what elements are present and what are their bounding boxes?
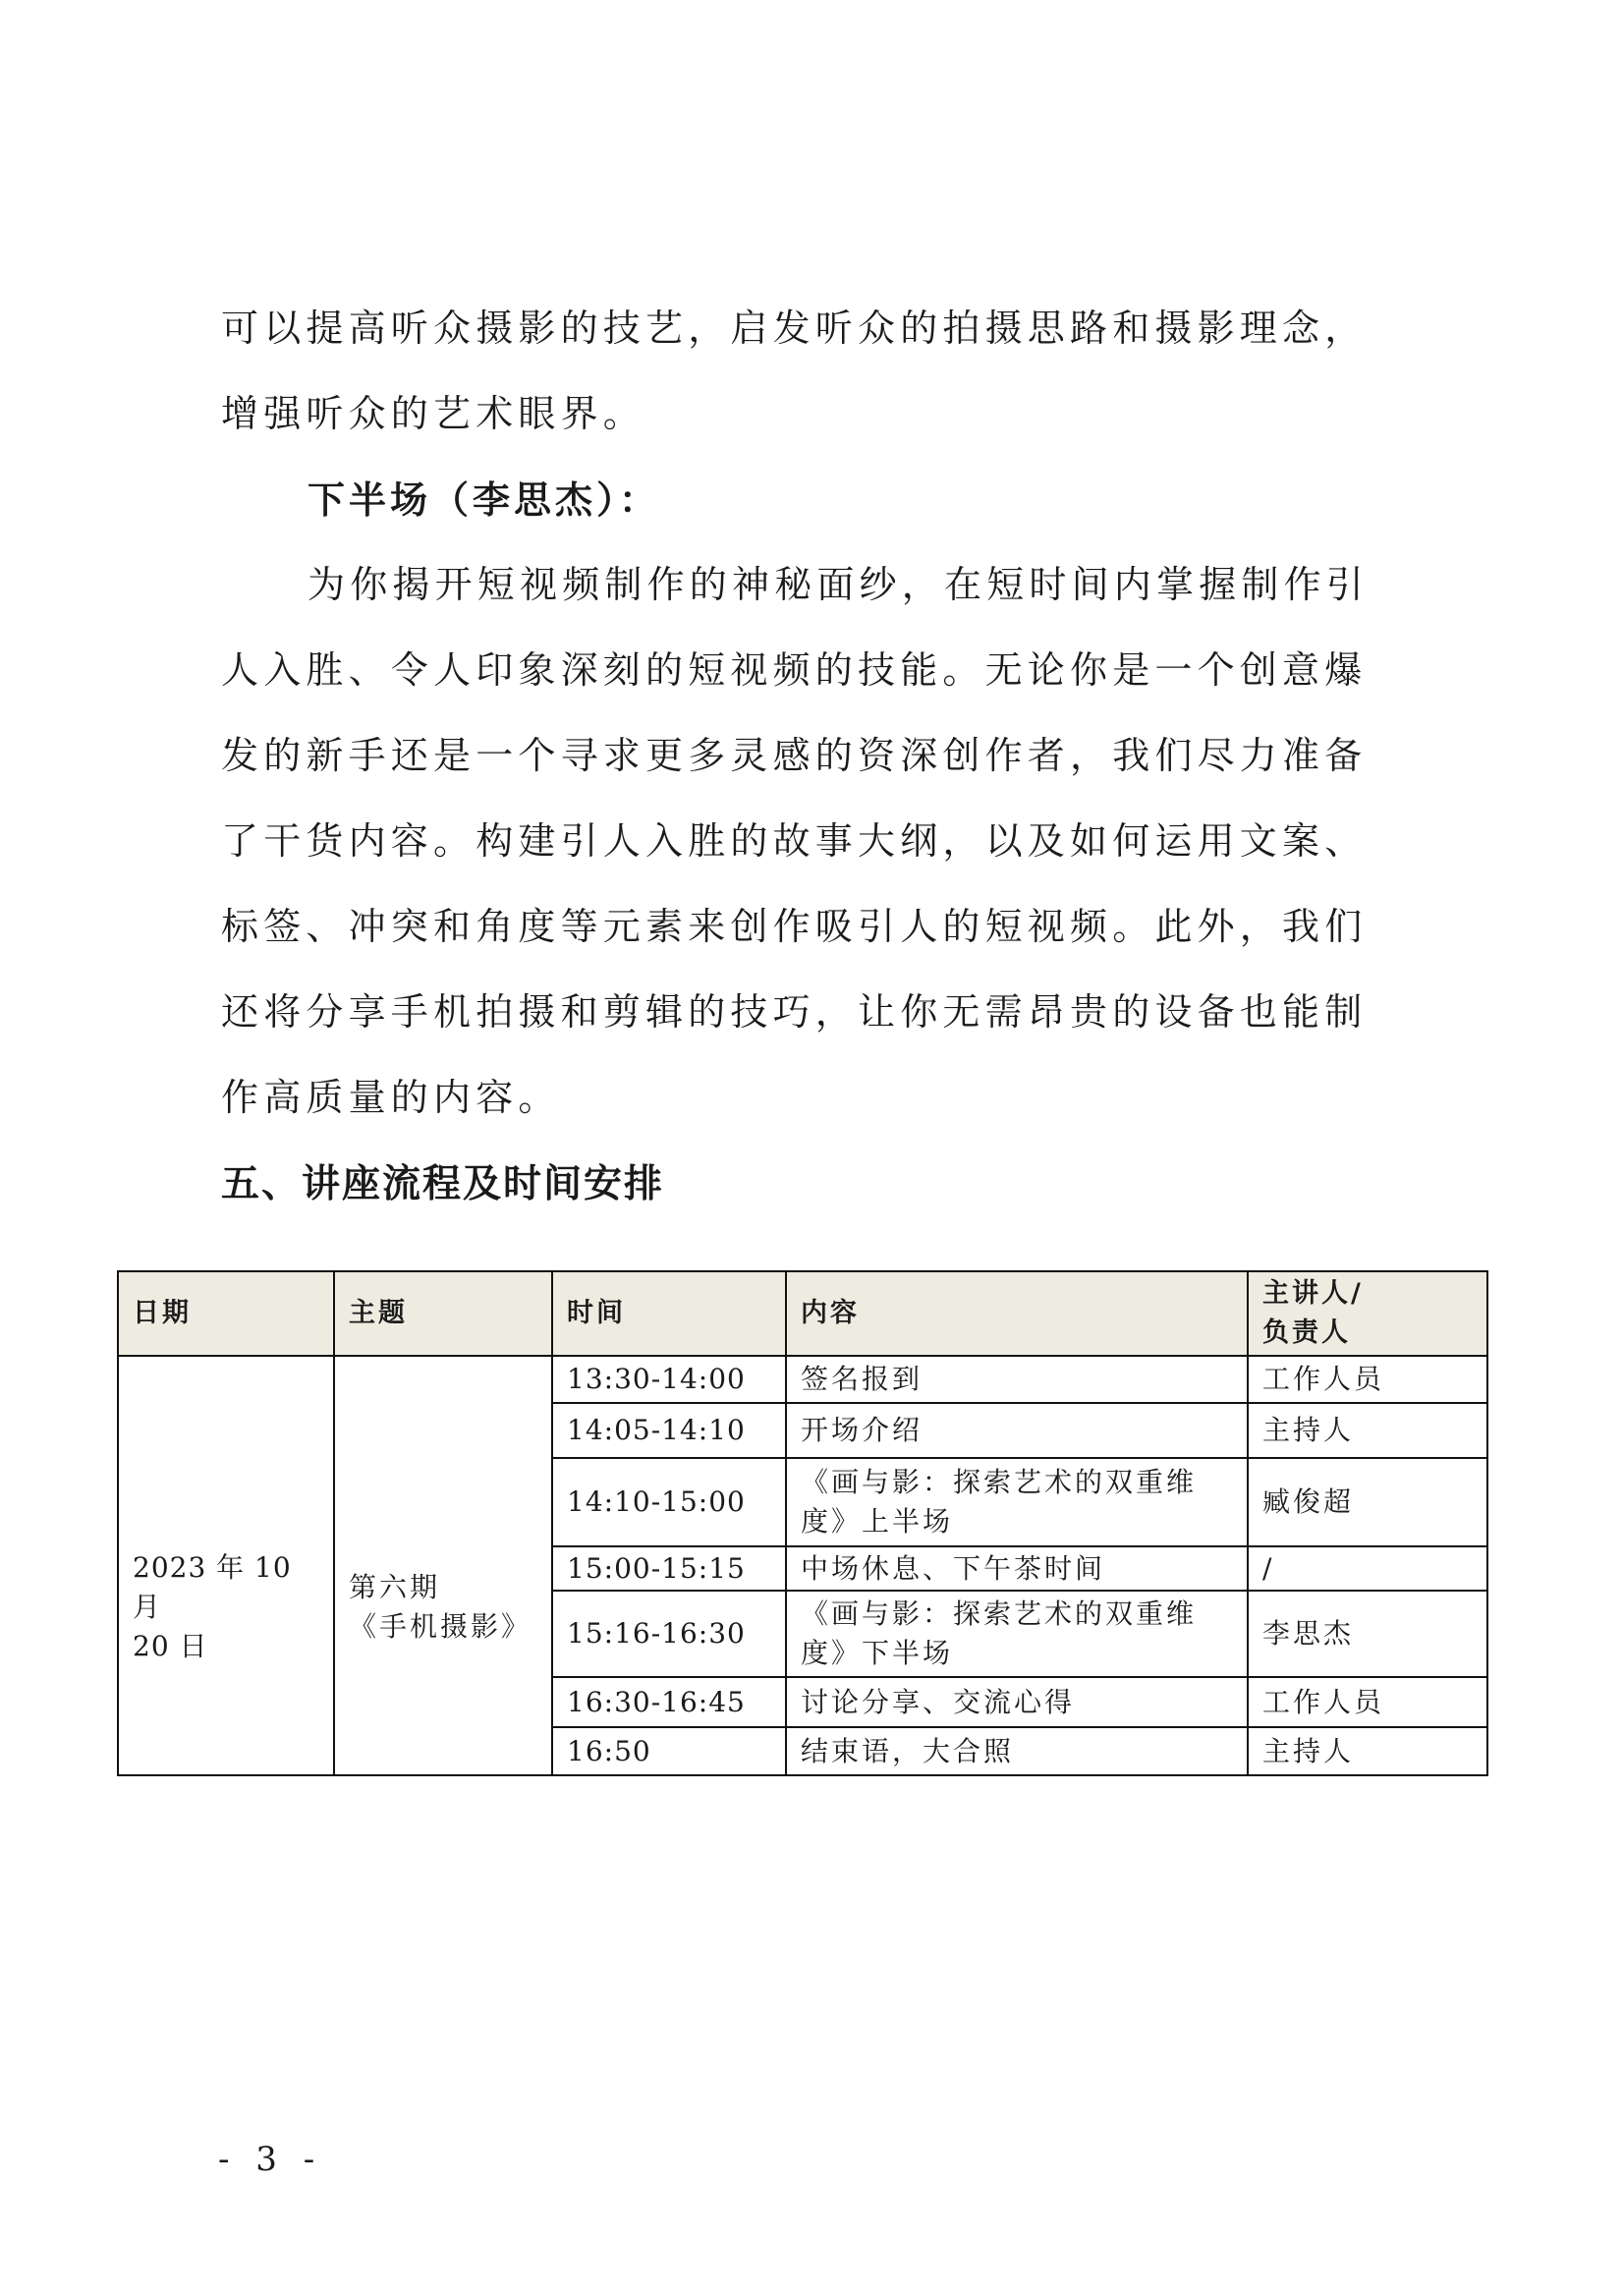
header-speaker-line: 主讲人/: [1262, 1278, 1364, 1309]
cell-speaker: 工作人员: [1248, 1356, 1487, 1403]
header-time: 时间: [552, 1271, 786, 1356]
cell-theme: [334, 1356, 552, 1775]
cell-content: 讨论分享、交流心得: [786, 1677, 1248, 1727]
table-row: [118, 1356, 1487, 1403]
header-content: 内容: [786, 1271, 1248, 1356]
section-heading: 五、讲座流程及时间安排: [221, 1162, 665, 1206]
cell-speaker: 李思杰: [1248, 1591, 1487, 1677]
paragraph-line: 作高质量的内容。: [221, 1076, 561, 1119]
header-speaker-line: 负责人: [1262, 1317, 1351, 1348]
cell-content: 开场介绍: [786, 1403, 1248, 1458]
header-date: 日期: [118, 1271, 334, 1356]
cell-time: 16:50: [552, 1727, 786, 1775]
paragraph-line: 增强听众的艺术眼界。: [221, 392, 646, 435]
date-line: 20 日: [133, 1629, 208, 1662]
cell-content: 签名报到: [786, 1356, 1248, 1403]
subheading-second-half: 下半场（李思杰）：: [308, 477, 661, 522]
content-line: 《画与影：探索艺术的双重维: [801, 1466, 1198, 1498]
header-theme: 主题: [334, 1271, 552, 1356]
paragraph-line: 发的新手还是一个寻求更多灵感的资深创作者，我们尽力准备: [221, 734, 1368, 777]
cell-speaker: 主持人: [1248, 1403, 1487, 1458]
cell-speaker: 臧俊超: [1248, 1458, 1487, 1546]
cell-time: 15:00-15:15: [552, 1546, 786, 1591]
paragraph-line: 标签、冲突和角度等元素来创作吸引人的短视频。此外，我们: [221, 905, 1368, 948]
schedule-table: [117, 1270, 1488, 1776]
cell-time: 14:05-14:10: [552, 1403, 786, 1458]
page-number: - 3 -: [218, 2140, 323, 2179]
content-line: 度》下半场: [801, 1637, 954, 1669]
paragraph-line: 可以提高听众摄影的技艺，启发听众的拍摄思路和摄影理念，: [221, 307, 1368, 350]
cell-date: [118, 1356, 334, 1775]
cell-time: 14:10-15:00: [552, 1458, 786, 1546]
cell-time: 13:30-14:00: [552, 1356, 786, 1403]
cell-speaker: /: [1248, 1546, 1487, 1591]
theme-line: 第六期: [349, 1570, 441, 1603]
header-speaker: [1248, 1271, 1487, 1356]
content-line: 度》上半场: [801, 1505, 954, 1538]
paragraph-line: 还将分享手机拍摄和剪辑的技巧，让你无需昂贵的设备也能制: [221, 990, 1368, 1034]
cell-time: 15:16-16:30: [552, 1591, 786, 1677]
paragraph-line: 为你揭开短视频制作的神秘面纱，在短时间内掌握制作引: [308, 563, 1370, 606]
cell-time: 16:30-16:45: [552, 1677, 786, 1727]
date-line: 2023 年 10 月: [133, 1550, 292, 1623]
cell-speaker: 工作人员: [1248, 1677, 1487, 1727]
table-header-row: [118, 1271, 1487, 1356]
cell-speaker: 主持人: [1248, 1727, 1487, 1775]
paragraph-line: 了干货内容。构建引人入胜的故事大纲，以及如何运用文案、: [221, 819, 1368, 863]
cell-content: 中场休息、下午茶时间: [786, 1546, 1248, 1591]
theme-line: 《手机摄影》: [349, 1609, 532, 1643]
cell-content: [786, 1591, 1248, 1677]
content-line: 《画与影：探索艺术的双重维: [801, 1597, 1198, 1630]
cell-content: [786, 1458, 1248, 1546]
cell-content: 结束语，大合照: [786, 1727, 1248, 1775]
paragraph-line: 人入胜、令人印象深刻的短视频的技能。无论你是一个创意爆: [221, 648, 1368, 692]
